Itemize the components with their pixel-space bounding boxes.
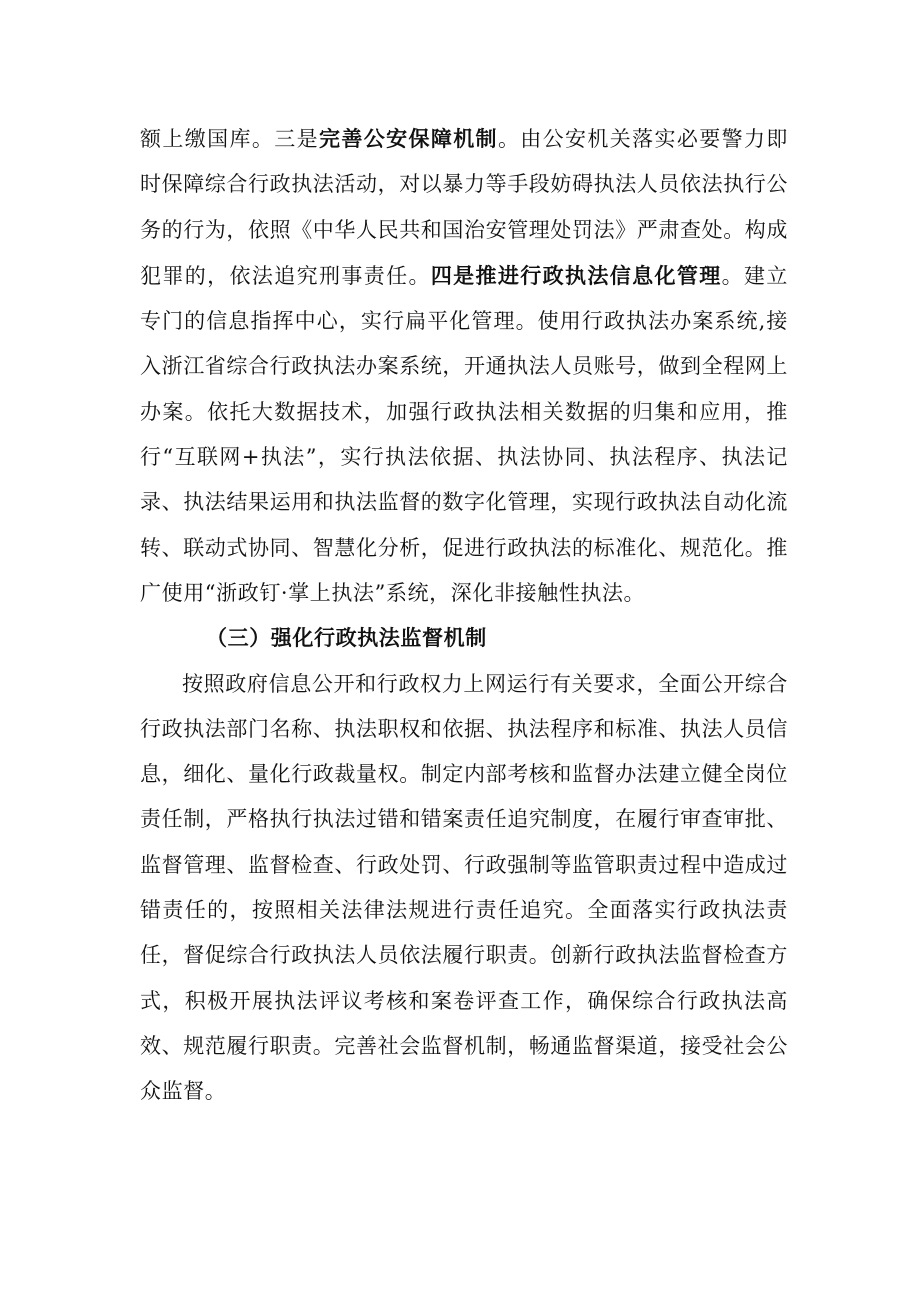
paragraph1-text-1: 额上缴国库。三是 (140, 127, 319, 151)
paragraph-law-enforcement-support (140, 116, 788, 616)
paragraph1-text-2: 。由公安机关落实必要警力即时保障综合行政执法活动，对以暴力等手段妨碍执法人员依法执行公务的行为，依照《中华人民共和国治安管理处罚法》严肃查处。构成犯罪的，依法追究刑事责任。 (140, 127, 788, 288)
section-heading: （三）强化行政执法监督机制 (206, 626, 487, 651)
paragraph-supervision-mechanism: 按照政府信息公开和行政权力上网运行有关要求，全面公开综合行政执法部门名称、执法职权和依据、执法程序和标准、执法人员信息，细化、量化行政裁量权。制定内部考核和监督办法建立健全岗位责任制，严格执行执法过错和错案责任追究制度，在履行审查审批、监督管理、监督检查、行政处罚、行政强制等监管职责过程中造成过错责任的，按照相关法律法规进行责任追究。全面落实行政执法责任，督促综合行政执法人员依法履行职责。创新行政执法监督检查方式，积极开展执法评议考核和案卷评查工作，确保综合行政执法高效、规范履行职责。完善社会监督机制，畅通监督渠道，接受社会公众监督。 (140, 671, 788, 1104)
paragraph1-emphasis-2: 四是推进行政执法信息化管理 (430, 262, 722, 288)
document-body (140, 116, 788, 1115)
paragraph1-emphasis-1: 完善公安保障机制 (318, 126, 498, 151)
paragraph1-text-3: 。建立专门的信息指挥中心，实行扁平化管理。使用行政执法办案系统,接入浙江省综合行政执法办案系统，开通执法人员账号，做到全程网上办案。依托大数据技术，加强行政执法相关数据的归集和应用，推行“互联网+执法”，实行执法依据、执法协同、执法程序、执法记录、执法结果运用和执法监督的数字化管理，实现行政执法自动化流转、联动式协同、智慧化分析，促进行政执法的标准化、规范化。推广使用“浙政钉·掌上执法”系统，深化非接触性执法。 (140, 263, 788, 605)
